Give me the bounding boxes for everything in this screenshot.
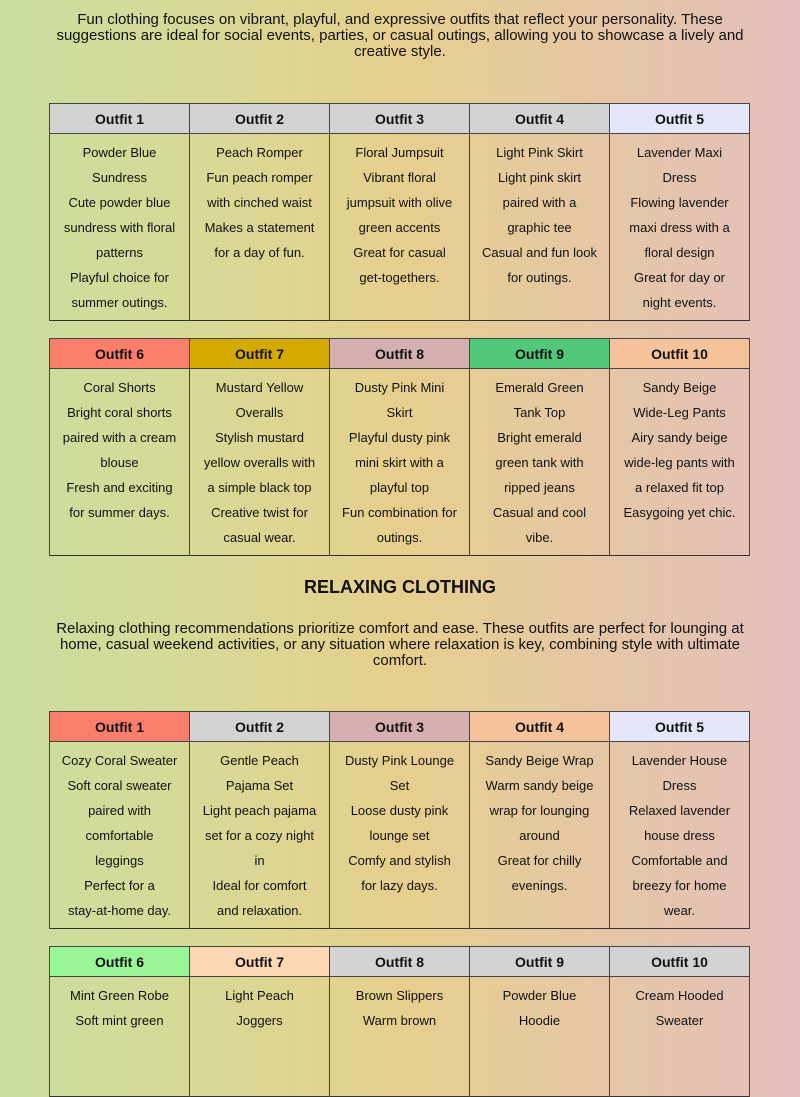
outfit-header: Outfit 2 bbox=[190, 104, 330, 134]
outfit-description-line: patterns bbox=[96, 245, 143, 260]
outfit-description-line: mini skirt with a bbox=[355, 455, 444, 470]
outfit-cell bbox=[190, 977, 330, 1097]
outfit-description-line: paired with bbox=[88, 803, 151, 818]
outfit-description-line: Makes a statement bbox=[204, 220, 315, 235]
outfit-header: Outfit 3 bbox=[330, 104, 470, 134]
outfit-header: Outfit 4 bbox=[470, 712, 610, 742]
outfit-description-line: leggings bbox=[95, 853, 144, 868]
outfit-description-line: yellow overalls with bbox=[203, 455, 316, 470]
outfit-description-line: green accents bbox=[358, 220, 441, 235]
outfit-description-line: Mint Green Robe bbox=[70, 988, 169, 1003]
outfit-description-line: stay-at-home day. bbox=[67, 903, 172, 918]
outfit-description-line: Brown Slippers bbox=[355, 988, 444, 1003]
outfit-description-line: Comfortable and bbox=[631, 853, 728, 868]
outfit-description-line: Loose dusty pink bbox=[350, 803, 449, 818]
outfit-description-line: Comfy and stylish bbox=[348, 853, 451, 868]
outfit-description-line: Cream Hooded bbox=[635, 988, 724, 1003]
outfit-description-line: floral design bbox=[644, 245, 715, 260]
outfit-description-line: Fun combination for bbox=[342, 505, 457, 520]
outfit-description-line: Sandy Beige Wrap bbox=[485, 753, 594, 768]
outfit-description-line: Soft coral sweater bbox=[67, 778, 172, 793]
outfit-header: Outfit 1 bbox=[50, 712, 190, 742]
outfit-description-line: wrap for lounging bbox=[489, 803, 590, 818]
outfit-description-line: Sweater bbox=[655, 1013, 704, 1028]
outfit-cell bbox=[50, 742, 190, 929]
outfit-description-line: playful top bbox=[369, 480, 430, 495]
outfit-description-line: around bbox=[519, 828, 560, 843]
outfit-description-line: ripped jeans bbox=[504, 480, 575, 495]
outfit-header: Outfit 5 bbox=[610, 104, 750, 134]
outfit-description-line: Powder Blue bbox=[82, 145, 157, 160]
outfit-description-line: Wide-Leg Pants bbox=[633, 405, 726, 420]
outfit-description-line: sundress with floral bbox=[63, 220, 176, 235]
outfit-description-line: and relaxation. bbox=[216, 903, 303, 918]
outfit-description-line: in bbox=[254, 853, 265, 868]
outfit-description-line: Pajama Set bbox=[225, 778, 294, 793]
outfit-header: Outfit 6 bbox=[50, 947, 190, 977]
outfit-description-line: Warm brown bbox=[362, 1013, 437, 1028]
outfit-header: Outfit 3 bbox=[330, 712, 470, 742]
outfit-description-line: Light peach pajama bbox=[202, 803, 317, 818]
outfit-header: Outfit 10 bbox=[610, 339, 750, 369]
outfit-description-line: vibe. bbox=[525, 530, 554, 545]
outfit-header: Outfit 1 bbox=[50, 104, 190, 134]
outfit-description-line: Vibrant floral bbox=[363, 170, 436, 185]
outfit-cell bbox=[470, 134, 610, 321]
outfit-header: Outfit 7 bbox=[190, 947, 330, 977]
outfit-description-line: with cinched waist bbox=[207, 195, 312, 210]
outfit-description-line: Coral Shorts bbox=[83, 380, 156, 395]
outfit-description-line: Great for chilly bbox=[497, 853, 582, 868]
outfit-description-line: Peach Romper bbox=[216, 145, 303, 160]
outfit-cell bbox=[50, 134, 190, 321]
outfit-description-line: paired with a cream bbox=[62, 430, 177, 445]
outfit-description-line: Gentle Peach bbox=[220, 753, 299, 768]
outfit-description-line: green tank with bbox=[495, 455, 584, 470]
outfit-description-line: Airy sandy beige bbox=[631, 430, 728, 445]
outfit-description-line: Great for day or bbox=[633, 270, 726, 285]
outfit-description-line: Soft mint green bbox=[75, 1013, 164, 1028]
outfit-cell bbox=[470, 742, 610, 929]
outfit-description-line: Cute powder blue bbox=[68, 195, 171, 210]
outfit-description-line: maxi dress with a bbox=[629, 220, 730, 235]
fun-table-1 bbox=[49, 103, 750, 321]
outfit-description-line: Fun peach romper bbox=[206, 170, 313, 185]
outfit-header: Outfit 2 bbox=[190, 712, 330, 742]
outfit-description-line: Light Peach bbox=[225, 988, 294, 1003]
outfit-description-line: comfortable bbox=[85, 828, 154, 843]
outfit-cell bbox=[190, 369, 330, 556]
outfit-description-line: Dress bbox=[662, 170, 697, 185]
outfit-description-line: house dress bbox=[644, 828, 715, 843]
outfit-description-line: Bright coral shorts bbox=[67, 405, 172, 420]
relaxing-section-title: RELAXING CLOTHING bbox=[304, 577, 496, 597]
outfit-description-line: Sandy Beige bbox=[642, 380, 717, 395]
outfit-description-line: a simple black top bbox=[207, 480, 312, 495]
outfit-description-line: Mustard Yellow bbox=[215, 380, 304, 395]
outfit-description-line: Skirt bbox=[386, 405, 413, 420]
outfit-header: Outfit 8 bbox=[330, 339, 470, 369]
outfit-description-line: Floral Jumpsuit bbox=[355, 145, 444, 160]
outfit-cell bbox=[470, 977, 610, 1097]
outfit-description-line: Creative twist for bbox=[211, 505, 308, 520]
outfit-cell bbox=[190, 742, 330, 929]
relaxing-intro: Relaxing clothing recommendations prioritize comfort and ease. These outfits are perfect for lounging at home, casual weekend activities, or any situation where relaxation is key, combining style with ultimate comfort. bbox=[56, 620, 744, 669]
outfit-description-line: Emerald Green bbox=[495, 380, 584, 395]
outfit-description-line: Dusty Pink Lounge bbox=[344, 753, 455, 768]
outfit-header: Outfit 6 bbox=[50, 339, 190, 369]
outfit-cell bbox=[330, 977, 470, 1097]
outfit-description-line: graphic tee bbox=[507, 220, 572, 235]
outfit-header: Outfit 4 bbox=[470, 104, 610, 134]
outfit-description-line: a relaxed fit top bbox=[635, 480, 724, 495]
outfit-description-line: summer outings. bbox=[71, 295, 168, 310]
outfit-description-line: Casual and fun look bbox=[482, 245, 597, 260]
outfit-description-line: blouse bbox=[100, 455, 139, 470]
outfit-header: Outfit 9 bbox=[470, 339, 610, 369]
outfit-description-line: lounge set bbox=[369, 828, 430, 843]
outfit-description-line: night events. bbox=[642, 295, 717, 310]
outfit-description-line: Lavender Maxi bbox=[636, 145, 723, 160]
outfit-header: Outfit 8 bbox=[330, 947, 470, 977]
outfit-cell bbox=[610, 369, 750, 556]
relaxing-table-1 bbox=[49, 711, 750, 929]
outfit-cell bbox=[470, 369, 610, 556]
outfit-description-line: paired with a bbox=[502, 195, 577, 210]
outfit-description-line: Light pink skirt bbox=[497, 170, 582, 185]
outfit-description-line: for outings. bbox=[507, 270, 572, 285]
outfit-header: Outfit 5 bbox=[610, 712, 750, 742]
outfit-description-line: Tank Top bbox=[513, 405, 566, 420]
outfit-description-line: Hoodie bbox=[518, 1013, 561, 1028]
relaxing-table-2 bbox=[49, 946, 750, 1097]
outfit-cell bbox=[610, 977, 750, 1097]
outfit-header: Outfit 7 bbox=[190, 339, 330, 369]
outfit-description-line: Ideal for comfort bbox=[212, 878, 307, 893]
outfit-description-line: Bright emerald bbox=[497, 430, 582, 445]
outfit-description-line: Overalls bbox=[235, 405, 284, 420]
outfit-description-line: Great for casual bbox=[353, 245, 446, 260]
outfit-description-line: Fresh and exciting bbox=[66, 480, 173, 495]
outfit-description-line: breezy for home bbox=[632, 878, 727, 893]
outfit-header: Outfit 10 bbox=[610, 947, 750, 977]
outfit-description-line: Relaxed lavender bbox=[628, 803, 731, 818]
outfit-cell bbox=[330, 742, 470, 929]
fun-table-2 bbox=[49, 338, 750, 556]
outfit-description-line: for a day of fun. bbox=[214, 245, 305, 260]
outfit-cell bbox=[50, 977, 190, 1097]
outfit-description-line: set for a cozy night bbox=[204, 828, 315, 843]
outfit-cell bbox=[610, 742, 750, 929]
outfit-description-line: Flowing lavender bbox=[630, 195, 729, 210]
fun-intro: Fun clothing focuses on vibrant, playful, and expressive outfits that reflect your personality. These suggestions are ideal for social events, parties, or casual outings, allowing you to showcase a lively and creative style. bbox=[56, 11, 744, 60]
outfit-description-line: for lazy days. bbox=[361, 878, 438, 893]
outfit-description-line: Stylish mustard bbox=[215, 430, 304, 445]
outfit-description-line: Set bbox=[389, 778, 410, 793]
outfit-description-line: outings. bbox=[376, 530, 423, 545]
outfit-description-line: jumpsuit with olive bbox=[346, 195, 453, 210]
outfit-description-line: Cozy Coral Sweater bbox=[61, 753, 178, 768]
outfit-description-line: Playful dusty pink bbox=[348, 430, 451, 445]
outfit-description-line: Light Pink Skirt bbox=[496, 145, 583, 160]
outfit-description-line: wide-leg pants with bbox=[624, 455, 735, 470]
outfit-cell bbox=[330, 134, 470, 321]
outfit-description-line: Sundress bbox=[92, 170, 147, 185]
outfit-cell bbox=[50, 369, 190, 556]
outfit-description-line: Casual and cool bbox=[492, 505, 587, 520]
outfit-cell bbox=[610, 134, 750, 321]
outfit-description-line: Perfect for a bbox=[84, 878, 155, 893]
outfit-description-line: wear. bbox=[663, 903, 696, 918]
outfit-description-line: Joggers bbox=[236, 1013, 283, 1028]
outfit-header: Outfit 9 bbox=[470, 947, 610, 977]
outfit-description-line: Easygoing yet chic. bbox=[623, 505, 736, 520]
outfit-description-line: for summer days. bbox=[69, 505, 170, 520]
outfit-description-line: evenings. bbox=[511, 878, 568, 893]
outfit-cell bbox=[190, 134, 330, 321]
outfit-description-line: Lavender House bbox=[631, 753, 728, 768]
outfit-description-line: casual wear. bbox=[223, 530, 296, 545]
outfit-description-line: Dress bbox=[662, 778, 697, 793]
outfit-description-line: Playful choice for bbox=[70, 270, 169, 285]
outfit-description-line: get-togethers. bbox=[359, 270, 440, 285]
outfit-description-line: Warm sandy beige bbox=[485, 778, 594, 793]
outfit-cell bbox=[330, 369, 470, 556]
outfit-description-line: Powder Blue bbox=[502, 988, 577, 1003]
outfit-description-line: Dusty Pink Mini bbox=[354, 380, 445, 395]
